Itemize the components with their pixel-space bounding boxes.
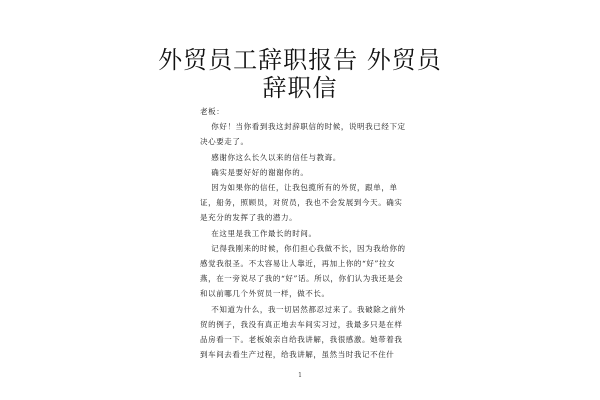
paragraph: 在这里是我工作最长的时间。 — [211, 228, 317, 238]
salutation: 老板： — [200, 107, 225, 116]
paragraph: 你好！当你看到我这封辞职信的时候，说明我已经下定决心要走了。 — [200, 122, 406, 147]
paragraph: 不知道为什么，我一切居然都忍过来了。我破除之前外贸的例子，我没有真正地去车间实习过，我最多只是在样品房看一下。老板娘亲自给我讲解，我很感激。她带着我到车间去看生产过程，给我讲解，虽然当时我记不住什 — [200, 304, 406, 360]
paragraph: 确实是要好好的谢谢你的。 — [211, 167, 309, 177]
paragraph: 感谢你这么长久以来的信任与教诲。 — [211, 152, 341, 162]
paragraph: 因为如果你的信任，让我包揽所有的外贸，跟单，单证，船务，照顾员，对贸员，我也不会发展到今天。确实是充分的发挥了我的潜力。 — [200, 183, 403, 223]
page-number: 1 — [298, 372, 302, 379]
document-title-line-2: 辞职信 — [262, 74, 338, 102]
document-title-line-1: 外贸员工辞职报告 外贸员 — [158, 46, 442, 74]
letter-body — [200, 104, 408, 362]
paragraph: 记得我刚来的时候，你们担心我做不长，因为我给你的感觉我很圣。不太容易让人靠近，再加上你的“好”拉女燕，在一旁说尽了我的“好”话。所以，你们认为我还是会和以前哪几个外贸员一样，做不长。 — [200, 243, 406, 299]
